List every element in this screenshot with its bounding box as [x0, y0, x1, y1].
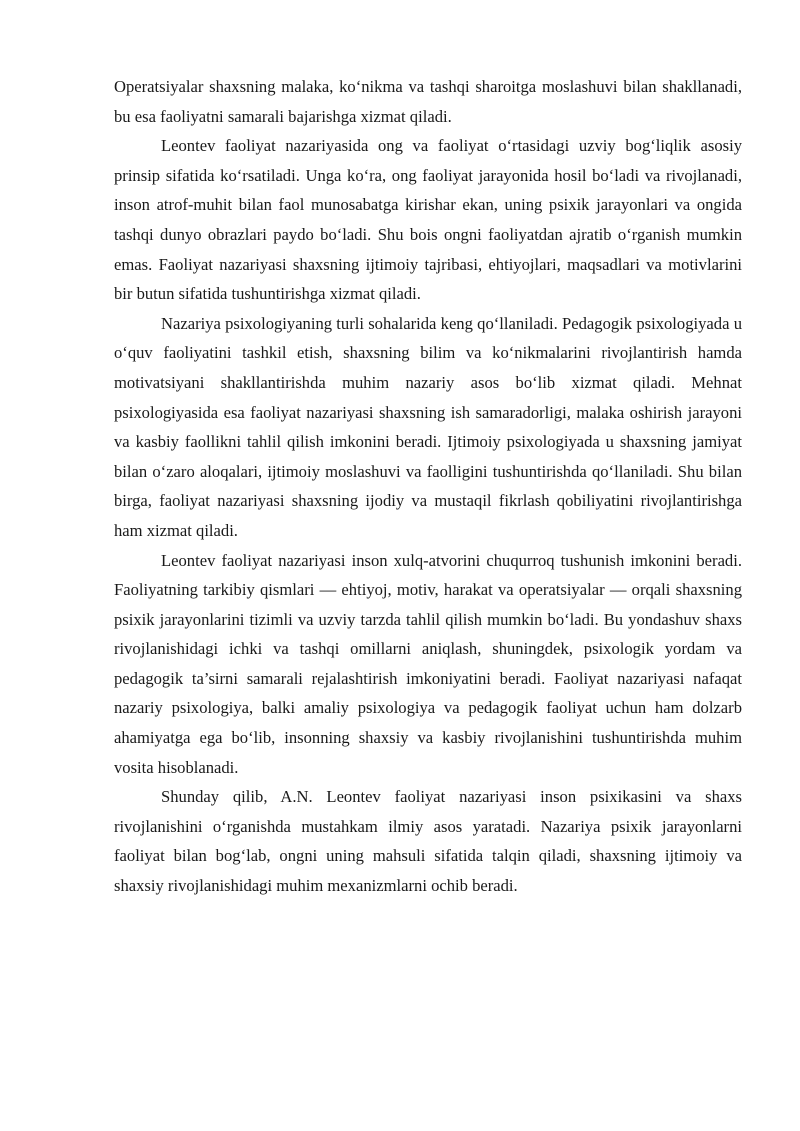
document-page — [114, 72, 742, 901]
paragraph-consciousness-activity: Leontev faoliyat nazariyasida ong va faoliyat o‘rtasidagi uzviy bog‘liqlik asosiy prinsip sifatida ko‘rsatiladi. Unga ko‘ra, ong faoliyat jarayonida hosil bo‘ladi va rivojlanadi, inson atrof-muhit bilan faol munosabatga kirishar ekan, uning psixik jarayonlari va ongida tashqi dunyo obrazlari paydo bo‘ladi. Shu bois ongni faoliyatdan ajratib o‘rganish mumkin emas. Faoliyat nazariyasi shaxsning ijtimoiy tajribasi, ehtiyojlari, maqsadlari va motivlarini bir butun sifatida tushuntirishga xizmat qiladi. — [114, 136, 742, 304]
paragraph-operations: Operatsiyalar shaxsning malaka, ko‘nikma va tashqi sharoitga moslashuvi bilan shakllanadi, bu esa faoliyatni samarali bajarishga xizmat qiladi. — [114, 77, 742, 126]
paragraph-conclusion: Shunday qilib, A.N. Leontev faoliyat nazariyasi inson psixikasini va shaxs rivojlanishini o‘rganishda mustahkam ilmiy asos yaratadi. Nazariya psixik jarayonlarni faoliyat bilan bog‘lab, ongni uning mahsuli sifatida talqin qiladi, shaxsning ijtimoiy va shaxsiy rivojlanishidagi muhim mexanizmlarni ochib beradi. — [114, 787, 742, 896]
paragraph-behavior-analysis: Leontev faoliyat nazariyasi inson xulq-atvorini chuqurroq tushunish imkonini beradi. Faoliyatning tarkibiy qismlari — ehtiyoj, motiv, harakat va operatsiyalar — orqali shaxsning psixik jarayonlarini tizimli va uzviy tarzda tahlil qilish mumkin bo‘ladi. Bu yondashuv shaxs rivojlanishidagi ichki va tashqi omillarni aniqlash, shuningdek, psixologik yordam va pedagogik ta’sirni samarali rejalashtirish imkoniyatini beradi. Faoliyat nazariyasi nafaqat nazariy psixologiya, balki amaliy psixologiya va pedagogik faoliyat uchun ham dolzarb ahamiyatga ega bo‘lib, insonning shaxsiy va kasbiy rivojlanishini tushuntirishda muhim vosita hisoblanadi. — [114, 550, 742, 777]
paragraph-applications: Nazariya psixologiyaning turli sohalarida keng qo‘llaniladi. Pedagogik psixologiyada u o‘quv faoliyatini tashkil etish, shaxsning bilim va ko‘nikmalarini rivojlantirish hamda motivatsiyani shakllantirishda muhim nazariy asos bo‘lib xizmat qiladi. Mehnat psixologiyasida esa faoliyat nazariyasi shaxsning ish samaradorligi, malaka oshirish jarayoni va kasbiy faollikni tahlil qilish imkonini beradi. Ijtimoiy psixologiyada u shaxsning jamiyat bilan o‘zaro aloqalari, ijtimoiy moslashuvi va faolligini tushuntirishda qo‘llaniladi. Shu bilan birga, faoliyat nazariyasi shaxsning ijodiy va mustaqil fikrlash qobiliyatini rivojlantirishga ham xizmat qiladi. — [114, 313, 742, 540]
